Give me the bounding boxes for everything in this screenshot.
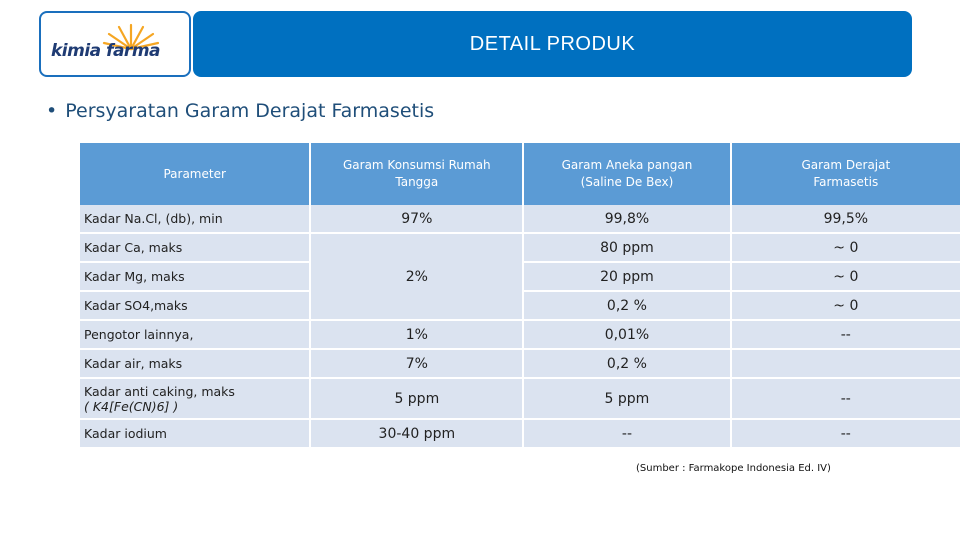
value-cell: 99,8%	[524, 205, 731, 234]
value-cell: ~ 0	[732, 234, 960, 263]
value-cell: 5 ppm	[311, 379, 524, 420]
param-cell: Kadar iodium	[80, 420, 311, 449]
header-col1: Garam Konsumsi Rumah Tangga	[311, 143, 524, 205]
value-cell: 0,01%	[524, 321, 731, 350]
param-note: ( K4[Fe(CN)6] )	[84, 398, 179, 414]
value-cell: 30-40 ppm	[311, 420, 524, 449]
param-cell: Kadar air, maks	[80, 350, 311, 379]
logo-text: kimia farma	[51, 41, 161, 61]
value-cell: 97%	[311, 205, 524, 234]
param-cell	[80, 379, 311, 420]
param-cell: Kadar Mg, maks	[80, 263, 311, 292]
table-row	[80, 379, 960, 420]
spec-table	[80, 143, 960, 449]
value-cell: 7%	[311, 350, 524, 379]
header-col2: Garam Aneka pangan (Saline De Bex)	[524, 143, 731, 205]
value-cell: --	[524, 420, 731, 449]
value-cell: --	[732, 420, 960, 449]
param-cell: Pengotor lainnya,	[80, 321, 311, 350]
value-cell: 0,2 %	[524, 292, 731, 321]
header-col3: Garam Derajat Farmasetis	[732, 143, 960, 205]
table-row	[80, 321, 960, 350]
value-cell: --	[732, 321, 960, 350]
value-cell-merged: 2%	[311, 234, 524, 321]
table-row	[80, 205, 960, 234]
header-bar	[193, 11, 912, 77]
table-header-row	[80, 143, 960, 205]
value-cell: --	[732, 379, 960, 420]
param-cell: Kadar SO4,maks	[80, 292, 311, 321]
value-cell: 20 ppm	[524, 263, 731, 292]
logo-box	[39, 11, 191, 77]
value-cell: 1%	[311, 321, 524, 350]
value-cell: 0,2 %	[524, 350, 731, 379]
param-cell: Kadar Na.Cl, (db), min	[80, 205, 311, 234]
bullet: •	[46, 100, 58, 122]
value-cell: 80 ppm	[524, 234, 731, 263]
value-cell: ~ 0	[732, 263, 960, 292]
source-note: (Sumber : Farmakope Indonesia Ed. IV)	[636, 463, 831, 474]
value-cell	[732, 350, 960, 379]
value-cell: ~ 0	[732, 292, 960, 321]
table-row	[80, 350, 960, 379]
header-parameter: Parameter	[80, 143, 311, 205]
param-label: Kadar anti caking, maks	[84, 383, 235, 399]
value-cell: 5 ppm	[524, 379, 731, 420]
section-subtitle	[46, 100, 434, 122]
table-row	[80, 234, 960, 263]
subtitle-text: Persyaratan Garam Derajat Farmasetis	[65, 100, 435, 122]
value-cell: 99,5%	[732, 205, 960, 234]
page-title: DETAIL PRODUK	[469, 33, 636, 55]
table-row	[80, 420, 960, 449]
param-cell: Kadar Ca, maks	[80, 234, 311, 263]
